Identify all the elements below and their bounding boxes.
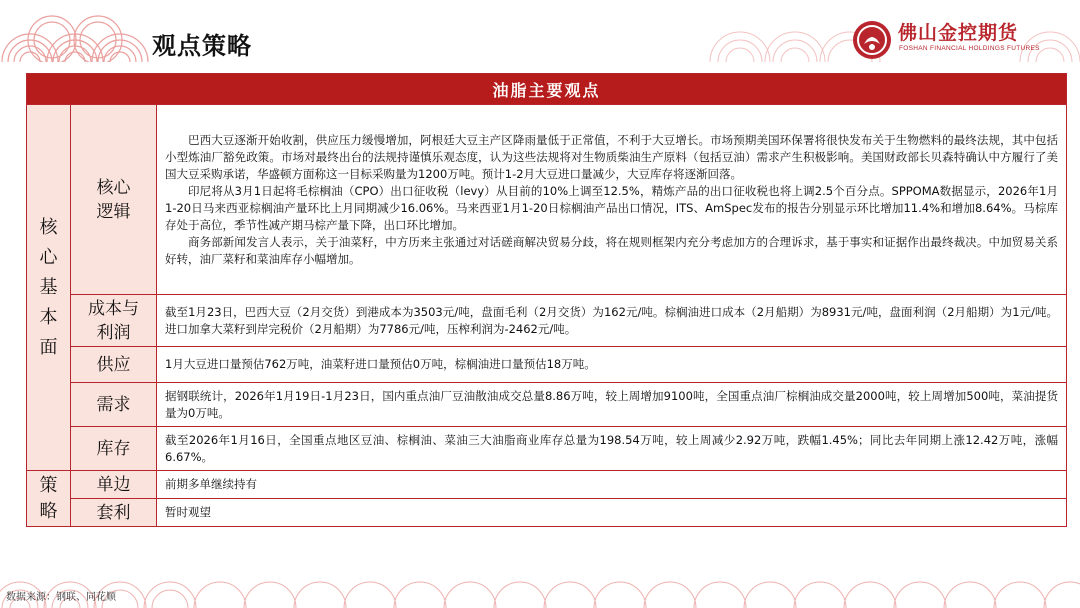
row-label-arbitrage: 套利 [71,499,157,527]
section-strategy-label: 策略 [39,474,58,522]
logo-company-name: 佛山金控期货 [898,22,1019,44]
section-strategy [27,471,71,527]
logo-company-name-en: FOSHAN FINANCIAL HOLDINGS FUTURES [899,45,1040,52]
cost-profit-content [157,295,1067,347]
table-heading: 油脂主要观点 [27,74,1067,105]
inventory-text: 截至2026年1月16日，全国重点地区豆油、棕榈油、菜油三大油脂商业库存总量为198.54万吨，较上周减少2.92万吨，跌幅1.45%；同比去年同期上涨12.42万吨，涨幅6.67%。 [165,432,1059,464]
inventory-content [157,427,1067,471]
demand-content [157,383,1067,427]
data-source-note: 数据来源：钢联、同花顺 [6,592,116,603]
row-label-supply: 供应 [71,347,157,383]
core-logic-paragraph-1: 巴西大豆逐渐开始收割，供应压力缓慢增加，阿根廷大豆主产区降雨量低于正常值，不利于大豆增长。市场预期美国环保署将很快发布关于生物燃料的最终法规，其中包括小型炼油厂豁免政策。市场对最终出台的法规持谨慎乐观态度，认为这些法规将对生物质柴油生产原料（包括豆油）需求产生积极影响。美国财政部长贝森特确认中方履行了美国大豆采购承诺，华盛顿方面称这一目标采购量为1200万吨。预计1-2月大豆进口量减少，大豆库存将逐渐回落。 [165,132,1059,181]
company-logo-icon [852,20,892,60]
supply-content [157,347,1067,383]
row-label-unilateral: 单边 [71,471,157,499]
row-label-inventory: 库存 [71,427,157,471]
footer-wave-decoration [0,548,1080,608]
core-logic-paragraph-3: 商务部新闻发言人表示，关于油菜籽，中方历来主张通过对话磋商解决贸易分歧，将在规则框架内充分考虑加方的合理诉求，基于事实和证据作出最终裁决。中加贸易关系好转，油厂菜籽和菜油库存小幅增加。 [165,234,1059,266]
row-label-cost-profit [71,295,157,347]
section-core-fundamentals [27,105,71,471]
header-wave-decoration-left [0,0,150,62]
row-label-core-logic [71,105,157,295]
supply-text: 1月大豆进口量预估762万吨，油菜籽进口量预估0万吨，棕榈油进口量预估18万吨。 [165,357,596,371]
core-logic-label-line1: 核心 [96,177,131,198]
unilateral-text: 前期多单继续持有 [165,477,257,491]
row-label-demand: 需求 [71,383,157,427]
cost-profit-text: 截至1月23日，巴西大豆（2月交货）到港成本为3503元/吨，盘面毛利（2月交货）为162元/吨。棕榈油进口成本（2月船期）为8931元/吨，盘面利润（2月船期）为1元/吨。进口加拿大菜籽到岸完税价（2月船期）为7786元/吨，压榨利润为-2462元/吨。 [165,304,1059,336]
section-core-label: 核心基本面 [39,216,58,358]
demand-text: 据钢联统计，2026年1月19日-1月23日，国内重点油厂豆油散油成交总量8.86万吨，较上周增加9100吨，全国重点油厂棕榈油成交量2000吨，较上周增加500吨，菜油提货量为0万吨。 [165,388,1059,420]
oil-outlook-table [26,73,1067,527]
page-title: 观点策略 [152,31,252,60]
core-logic-label-line2: 逻辑 [96,201,131,222]
arbitrage-content [157,499,1067,527]
cost-profit-label-line1: 成本与 [88,298,139,319]
arbitrage-text: 暂时观望 [165,505,211,519]
core-logic-paragraph-2: 印尼将从3月1日起将毛棕榈油（CPO）出口征收税（levy）从目前的10%上调至12.5%，精炼产品的出口征收税也将上调2.5个百分点。SPPOMA数据显示，2026年1月1-20日马来西亚棕榈油产量环比上月同期减少16.06%。马来西亚1月1-20日棕榈油产品出口情况，ITS、AmSpec发布的报告分别显示环比增加11.4%和增加8.64%。马棕库存处于高位，季节性减产期马棕产量下降，出口环比增加。 [165,183,1059,232]
core-logic-content [157,105,1067,295]
cost-profit-label-line2: 利润 [96,322,131,343]
unilateral-content [157,471,1067,499]
